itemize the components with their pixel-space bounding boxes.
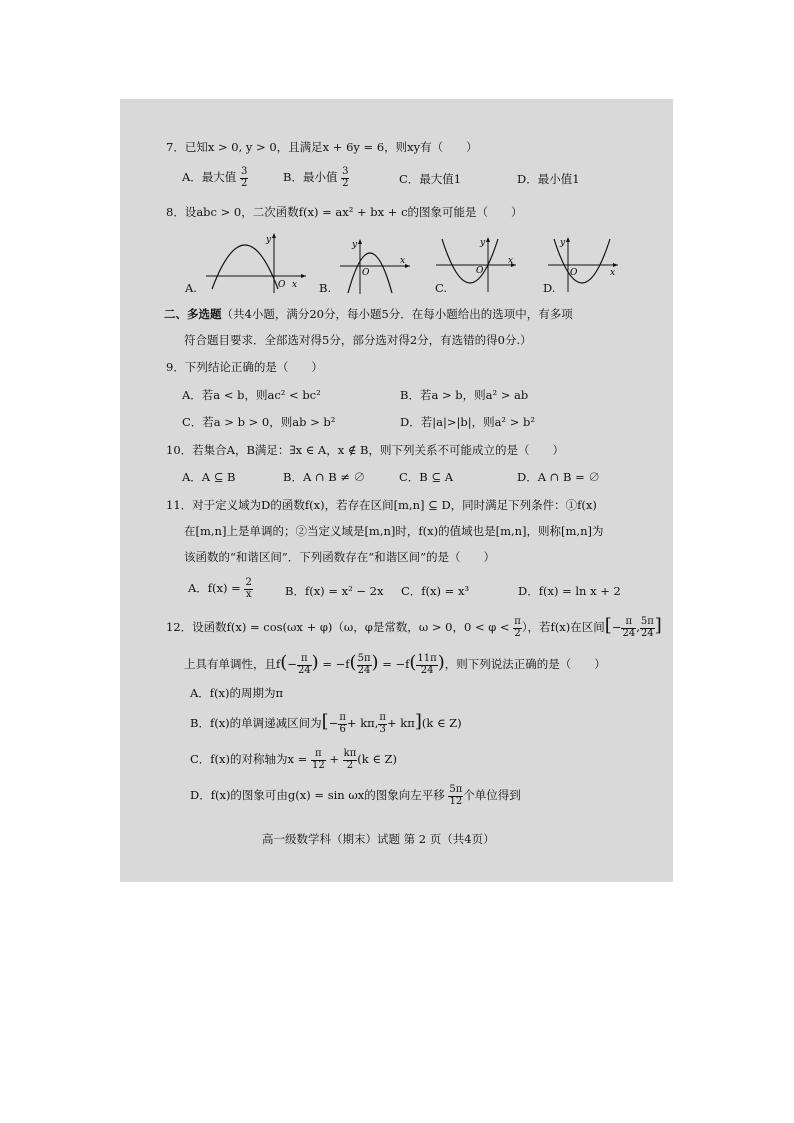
q10-stem: 10．若集合A，B满足：∃x ∈ A，x ∉ B，则下列关系不可能成立的是（ ） [166, 443, 564, 457]
axis-origin-label: O [476, 266, 484, 276]
q11-option-a: A．f(x) = $\frac{2}{x}$ [188, 577, 252, 600]
fraction: $\frac{\pi}{24}$ [297, 653, 311, 676]
section-2-heading [164, 308, 573, 322]
q12-line-1: 12．设函数f(x) = cos(ωx + φ)（ω，φ是常数，ω > 0，0 < φ < $\frac{\pi}{2}$ ），若f(x)在区间[− $\frac{\pi}{24}$ , $\frac{5\pi}{24}$ ] [166, 615, 662, 639]
axis-origin-label: O [278, 280, 286, 290]
q8-graph-a [206, 231, 308, 293]
fraction: $\frac{5\pi}{12}$ [449, 784, 463, 807]
q8-option-d: D. [543, 281, 556, 295]
q7-option-a: A．最大值 $\frac{3}{2}$ [182, 166, 248, 189]
fraction: $\frac{3}{2}$ [342, 166, 349, 189]
fraction: $\frac{2}{x}$ [245, 577, 252, 600]
q9-option-a: A．若a < b，则ac² < bc² [182, 388, 321, 402]
axis-origin-label: O [362, 268, 370, 278]
x-axis-label: x [610, 268, 616, 278]
q8-graph-c [436, 235, 518, 293]
fraction: $\frac{11\pi}{24}$ [417, 653, 437, 676]
fraction: $\frac{k\pi}{2}$ [343, 748, 357, 771]
axis-origin-label: O [570, 268, 578, 278]
section-2-desc-1: （共4小题，满分20分，每小题5分．在每小题给出的选项中，有多项 [221, 307, 573, 321]
fraction: $\frac{\pi}{12}$ [311, 748, 325, 771]
section-2-title: 二、多选题 [164, 307, 222, 321]
q8-option-b: B. [319, 281, 332, 295]
q11-line-1: 11．对于定义域为D的函数f(x)，若存在区间[m,n] ⊆ D，同时满足下列条件：①f(x) [166, 498, 597, 512]
q9-option-c: C．若a > b > 0，则ab > b² [182, 415, 336, 429]
q11-line-2: 在[m,n]上是单调的；②当定义域是[m,n]时，f(x)的值域也是[m,n]，则称[m,n]为 [184, 524, 604, 538]
q7-option-d: D．最小值1 [517, 172, 580, 186]
q12-line-2: 上具有单调性，且f(− $\frac{\pi}{24}$ ) = −f( $\frac{5\pi}{24}$ ) = −f( $\frac{11\pi}{24}$ )，则下列说法正确的是（ ） [184, 652, 606, 676]
q12-option-a: A．f(x)的周期为π [190, 686, 284, 700]
q8-stem: 8．设abc > 0，二次函数f(x) = ax² + bx + c的图象可能是（ ） [166, 205, 523, 219]
q9-option-d: D．若|a|>|b|，则a² > b² [400, 415, 535, 429]
fraction: $\frac{5\pi}{24}$ [640, 616, 654, 639]
x-axis-label: x [508, 256, 514, 266]
fraction: $\frac{\pi}{24}$ [622, 616, 636, 639]
q10-option-c: C．B ⊆ A [399, 470, 454, 484]
page-footer: 高一级数学科（期末）试题 第 2 页（共4页） [262, 832, 495, 846]
y-axis-label: y [352, 240, 358, 250]
q11-line-3: 该函数的“和谐区间”．下列函数存在“和谐区间”的是（ ） [184, 550, 496, 564]
x-axis-label: x [400, 256, 406, 266]
q9-stem: 9．下列结论正确的是（ ） [166, 360, 323, 374]
section-2-desc-2: 符合题目要求．全部选对得5分，部分选对得2分，有选错的得0分.） [184, 333, 532, 347]
fraction: $\frac{\pi}{2}$ [514, 616, 521, 639]
q11-option-d: D．f(x) = ln x + 2 [518, 584, 621, 598]
q7-option-c: C．最大值1 [399, 172, 462, 186]
fraction: $\frac{3}{2}$ [240, 166, 248, 189]
fraction: $\frac{\pi}{3}$ [379, 712, 386, 735]
q11-option-c: C．f(x) = x³ [401, 584, 470, 598]
q7-stem: 7．已知x > 0, y > 0，且满足x + 6y = 6，则xy有（ ） [166, 140, 478, 154]
fraction: $\frac{5\pi}{24}$ [357, 653, 371, 676]
q8-option-c: C. [435, 281, 448, 295]
q10-option-d: D．A ∩ B = ∅ [517, 470, 600, 484]
q12-option-c: C．f(x)的对称轴为x = $\frac{\pi}{12}$ + $\frac{k\pi}{2}$ (k ∈ Z) [190, 748, 398, 771]
q12-option-b: B．f(x)的单调递减区间为[− $\frac{\pi}{6}$ + kπ, $\frac{\pi}{3}$ + kπ](k ∈ Z) [190, 711, 462, 735]
y-axis-label: y [560, 238, 566, 248]
exam-page [120, 99, 673, 882]
y-axis-label: y [266, 235, 272, 245]
q10-option-b: B．A ∩ B ≠ ∅ [283, 470, 366, 484]
q10-option-a: A．A ⊆ B [182, 470, 236, 484]
q9-option-b: B．若a > b，则a² > ab [400, 388, 529, 402]
q8-graph-d [548, 235, 620, 293]
fraction: $\frac{\pi}{6}$ [339, 712, 346, 735]
q8-graph-b [340, 237, 412, 295]
q8-option-a: A. [185, 281, 197, 295]
q7-option-b: B．最小值 $\frac{3}{2}$ [283, 166, 349, 189]
q11-option-b: B．f(x) = x² − 2x [285, 584, 384, 598]
q12-option-d: D．f(x)的图象可由g(x) = sin ωx的图象向左平移 $\frac{5\pi}{12}$ 个单位得到 [190, 784, 521, 807]
y-axis-label: y [480, 238, 486, 248]
x-axis-label: x [292, 280, 298, 290]
